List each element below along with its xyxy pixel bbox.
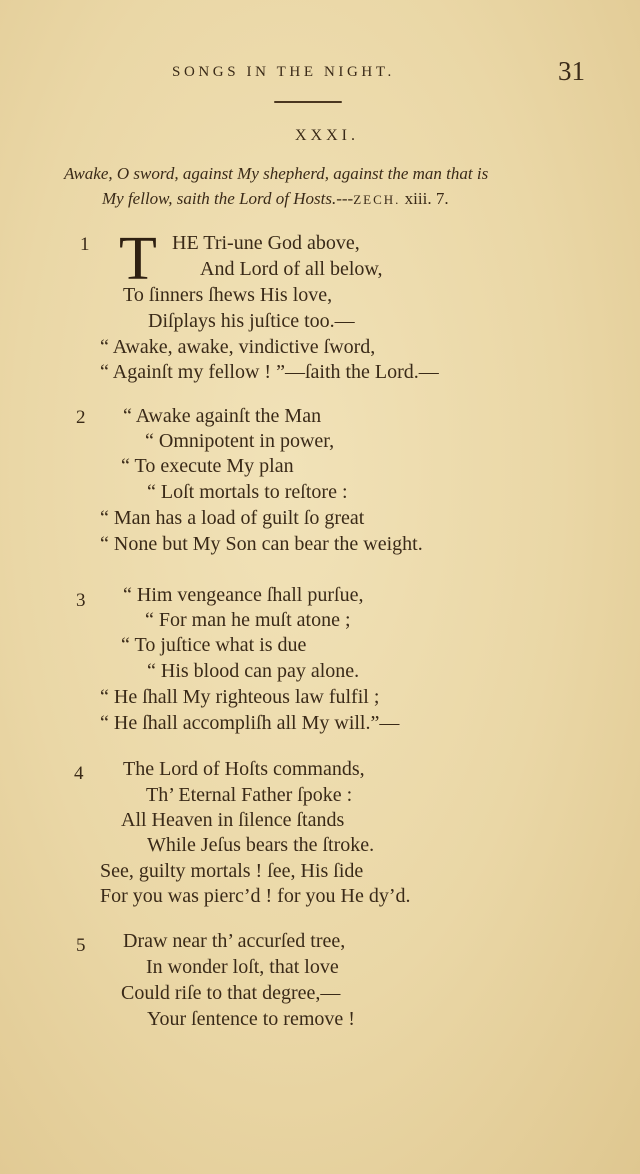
epigraph-text: My fellow, saith the Lord of Hosts.--- — [102, 189, 354, 208]
verse-line: Your ſentence to remove ! — [147, 1008, 355, 1030]
epigraph-line-2 — [102, 189, 449, 209]
verse-line: Th’ Eternal Father ſpoke : — [146, 784, 353, 806]
stanza-number: 4 — [74, 763, 84, 784]
stanza-number: 5 — [76, 935, 86, 956]
page-number: 31 — [558, 56, 585, 86]
verse-line: “ His blood can pay alone. — [147, 660, 360, 682]
verse-line: HE Tri-une God above, — [172, 232, 360, 254]
verse-line: While Jeſus bears the ſtroke. — [147, 834, 375, 856]
scripture-reference: xiii. 7. — [400, 189, 449, 208]
verse-line: “ To juſtice what is due — [121, 634, 307, 656]
verse-line: The Lord of Hoſts commands, — [123, 758, 365, 780]
verse-line: “ None but My Son can bear the weight. — [100, 533, 423, 555]
verse-line: “ Awake, awake, vindictive ſword, — [100, 336, 376, 358]
verse-line: All Heaven in ſilence ſtands — [121, 809, 345, 831]
verse-line: “ For man he muſt atone ; — [145, 609, 351, 631]
verse-line: “ Omnipotent in power, — [145, 430, 335, 452]
stanza-number: 2 — [76, 407, 86, 428]
verse-line: “ Againſt my fellow ! ”—ſaith the Lord.— — [100, 361, 439, 383]
verse-line: “ He ſhall accompliſh all My will.”— — [100, 712, 400, 734]
verse-line: See, guilty mortals ! ſee, His ſide — [100, 860, 364, 882]
drop-cap: T — [119, 225, 157, 293]
verse-line: “ Loſt mortals to reſtore : — [147, 481, 348, 503]
verse-line: In wonder loſt, that love — [146, 956, 339, 978]
stanza-number: 1 — [80, 234, 90, 255]
verse-line: “ To execute My plan — [121, 455, 294, 477]
scripture-book: ZECH. — [353, 192, 401, 207]
verse-line: Could riſe to that degree,— — [121, 982, 341, 1004]
hymn-number: XXXI. — [295, 127, 359, 144]
verse-line: “ Awake againſt the Man — [123, 405, 322, 427]
header-rule — [274, 101, 342, 103]
verse-line: Draw near th’ accurſed tree, — [123, 930, 346, 952]
verse-line: Diſplays his juſtice too.— — [148, 310, 355, 332]
verse-line: “ Him vengeance ſhall purſue, — [123, 584, 364, 606]
verse-line: For you was pierc’d ! for you He dy’d. — [100, 885, 411, 907]
stanza-number: 3 — [76, 590, 86, 611]
verse-line: And Lord of all below, — [200, 258, 383, 280]
verse-line: “ He ſhall My righteous law fulfil ; — [100, 686, 380, 708]
verse-line: To ſinners ſhews His love, — [123, 284, 333, 306]
epigraph-line-1: Awake, O sword, against My shepherd, against the man that is — [64, 164, 489, 183]
verse-line: “ Man has a load of guilt ſo great — [100, 507, 365, 529]
running-head: SONGS IN THE NIGHT. — [172, 64, 395, 80]
